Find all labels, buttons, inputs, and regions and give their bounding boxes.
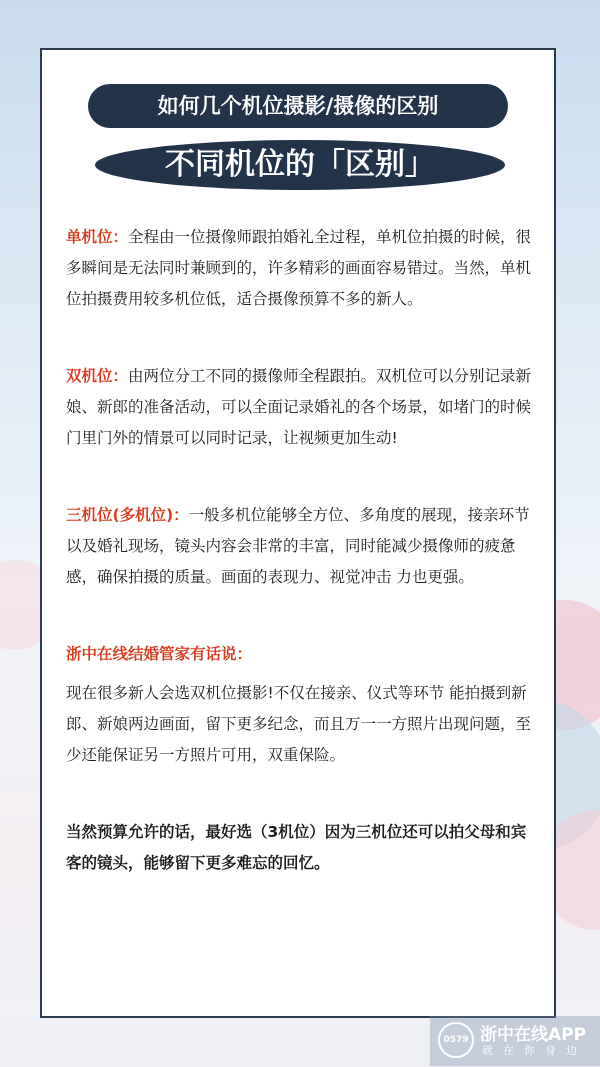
subtitle-text: 如何几个机位摄影/摄像的区别	[157, 94, 439, 118]
app-logo-icon: 0579	[438, 1022, 474, 1058]
page-title: 不同机位的「区别」	[165, 147, 435, 182]
app-name: 浙中在线APP	[480, 1025, 587, 1045]
app-footer	[438, 1020, 596, 1060]
article-body	[66, 222, 538, 925]
section-single-camera	[66, 222, 538, 315]
section-label: 双机位：	[66, 367, 129, 385]
advice-conclusion: 当然预算允许的话，最好选（3机位）因为三机位还可以拍父母和宾客的镜头，能够留下更多难忘的回忆。	[66, 823, 527, 872]
section-text: 由两位分工不同的摄像师全程跟拍。双机位可以分别记录新娘、新郎的准备活动，可以全面记录婚礼的各个场景，如堵门的时候门里门外的情景可以同时记录，让视频更加生动!	[66, 367, 532, 447]
app-slogan: 就在你身边	[482, 1044, 587, 1057]
section-label: 三机位(多机位)：	[66, 506, 189, 524]
advice-title: 浙中在线结婚管家有话说：	[66, 645, 253, 663]
section-label: 单机位：	[66, 228, 129, 246]
section-text: 一般多机位能够全方位、多角度的展现，接亲环节以及婚礼现场，镜头内容会非常的丰富，同时能减少摄像师的疲惫感，确保拍摄的质量。画面的表现力、视觉冲击 力也更强。	[66, 506, 530, 586]
advice-text: 现在很多新人会选双机位摄影!不仅在接亲、仪式等环节 能拍摄到新郎、新娘两边画面，留下更多纪念，而且万一一方照片出现问题，至少还能保证另一方照片可用，双重保险。	[66, 684, 532, 764]
subtitle-banner	[88, 84, 508, 128]
section-dual-camera	[66, 361, 538, 454]
title-banner	[95, 140, 505, 190]
section-text: 全程由一位摄像师跟拍婚礼全过程，单机位拍摄的时候，很多瞬间是无法同时兼顾到的，许多精彩的画面容易错过。当然，单机位拍摄费用较多机位低，适合摄像预算不多的新人。	[66, 228, 532, 308]
section-multi-camera	[66, 500, 538, 593]
